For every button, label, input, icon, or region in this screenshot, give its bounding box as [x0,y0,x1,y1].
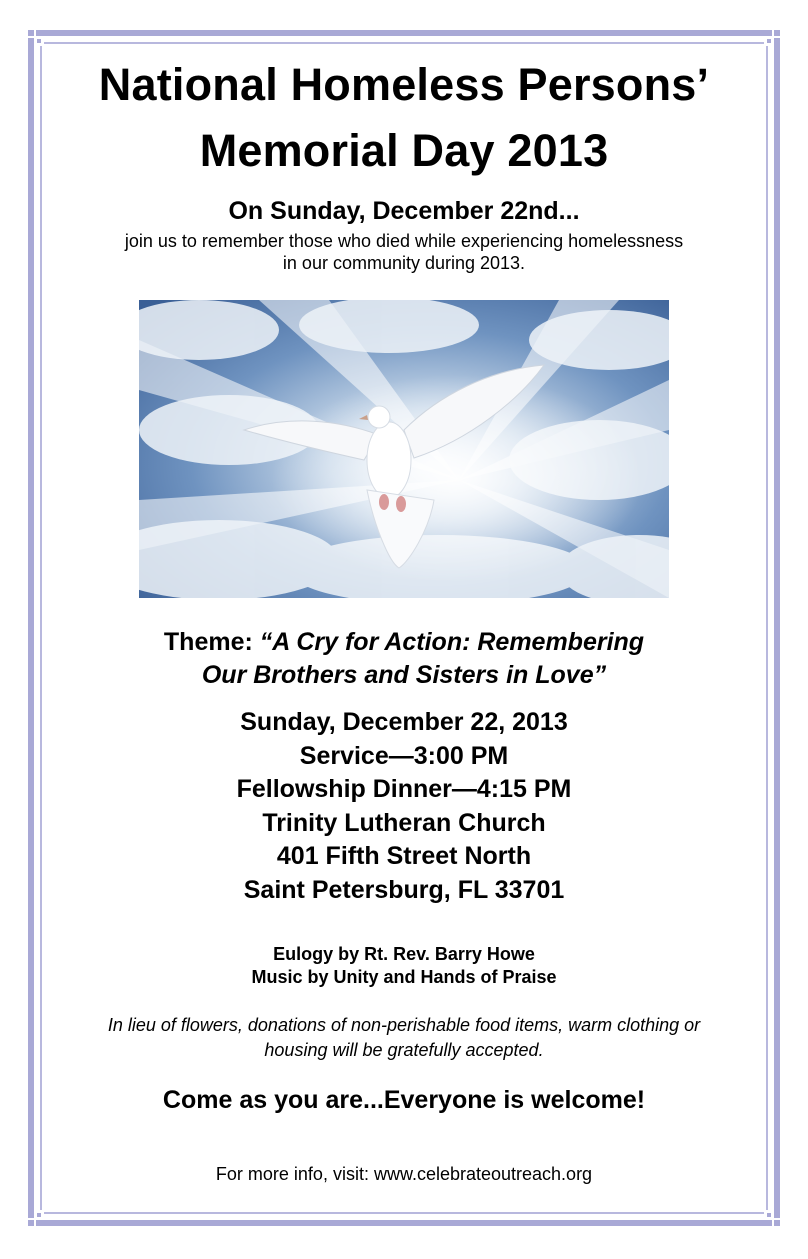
donation-note-line-2: housing will be gratefully accepted. [264,1040,544,1060]
event-details [44,706,764,907]
dove-in-clouds-image [139,300,669,598]
event-date-subhead: On Sunday, December 22nd... [228,197,580,225]
welcome-message: Come as you are...Everyone is welcome! [162,1086,646,1114]
more-info-label: For more info, visit: [215,1164,374,1184]
donation-note-line-1: In lieu of flowers, donations of non-perishable food items, warm clothing or [107,1015,701,1035]
title-line-1: National Homeless Persons’ [98,59,710,110]
corner-ornament-icon [764,30,780,46]
corner-ornament-icon [764,1210,780,1226]
venue-street: 401 Fifth Street North [276,842,532,870]
theme-quote-line-1: “A Cry for Action: Remembering [259,628,645,656]
venue-city: Saint Petersburg, FL 33701 [243,875,565,904]
dinner-time: Fellowship Dinner—4:15 PM [236,775,572,803]
corner-ornament-icon [28,1210,44,1226]
program-credits [44,943,764,989]
service-time: Service—3:00 PM [299,741,509,770]
donation-note [44,1013,764,1063]
event-date: Sunday, December 22, 2013 [240,708,568,736]
intro-line-1: join us to remember those who died while experiencing homelessness [124,231,684,251]
corner-ornament-icon [28,30,44,46]
theme-label: Theme: [163,628,260,656]
theme-statement [44,626,764,692]
theme-quote-line-2: Our Brothers and Sisters in Love” [201,661,607,689]
intro-text [44,230,764,274]
intro-line-2: in our community during 2013. [282,253,526,273]
more-info-footer [44,1163,764,1185]
eulogy-credit: Eulogy by Rt. Rev. Barry Howe [273,944,535,964]
flyer-content [44,52,764,1185]
venue-name: Trinity Lutheran Church [262,808,546,837]
music-credit: Music by Unity and Hands of Praise [251,967,557,987]
website-link[interactable]: www.celebrateoutreach.org [373,1164,593,1184]
flyer-title [44,52,764,184]
title-line-2: Memorial Day 2013 [199,125,609,176]
